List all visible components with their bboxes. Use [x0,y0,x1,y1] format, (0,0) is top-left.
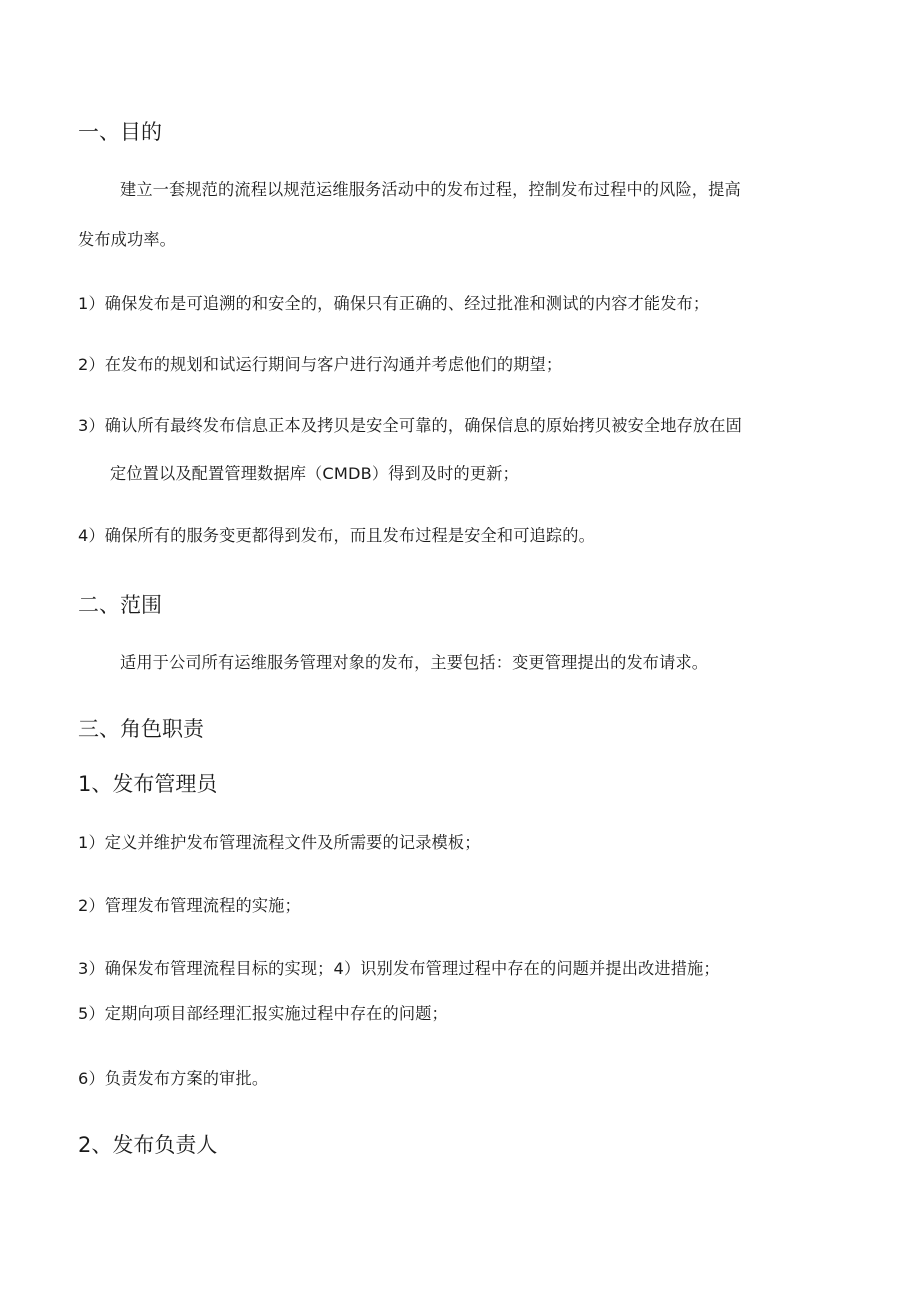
purpose-paragraph-line-2: 发布成功率。 [78,230,177,249]
release-manager-item-5: 5）定期向项目部经理汇报实施过程中存在的问题； [78,1004,448,1023]
purpose-list-item-3-line-1: 3）确认所有最终发布信息正本及拷贝是安全可靠的，确保信息的原始拷贝被安全地存放在固 [78,416,742,435]
purpose-list-item-1: 1）确保发布是可追溯的和安全的，确保只有正确的、经过批准和测试的内容才能发布； [78,294,710,313]
release-manager-item-1: 1）定义并维护发布管理流程文件及所需要的记录模板； [78,833,481,852]
release-manager-item-3-4: 3）确保发布管理流程目标的实现；4）识别发布管理过程中存在的问题并提出改进措施； [78,959,720,978]
scope-paragraph: 适用于公司所有运维服务管理对象的发布，主要包括：变更管理提出的发布请求。 [120,653,709,672]
purpose-list-item-3-line-2: 定位置以及配置管理数据库（CMDB）得到及时的更新； [110,464,519,483]
release-manager-item-6: 6）负责发布方案的审批。 [78,1069,269,1088]
subsection-heading-release-manager: 1、发布管理员 [78,772,218,796]
purpose-list-item-2: 2）在发布的规划和试运行期间与客户进行沟通并考虑他们的期望； [78,355,563,374]
section-heading-roles: 三、角色职责 [78,717,204,741]
section-heading-scope: 二、范围 [78,593,162,617]
release-manager-item-2: 2）管理发布管理流程的实施； [78,896,301,915]
section-heading-purpose: 一、目的 [78,120,162,144]
subsection-heading-release-owner: 2、发布负责人 [78,1133,218,1157]
purpose-paragraph-line-1: 建立一套规范的流程以规范运维服务活动中的发布过程，控制发布过程中的风险，提高 [120,180,741,199]
purpose-list-item-4: 4）确保所有的服务变更都得到发布，而且发布过程是安全和可追踪的。 [78,526,595,545]
